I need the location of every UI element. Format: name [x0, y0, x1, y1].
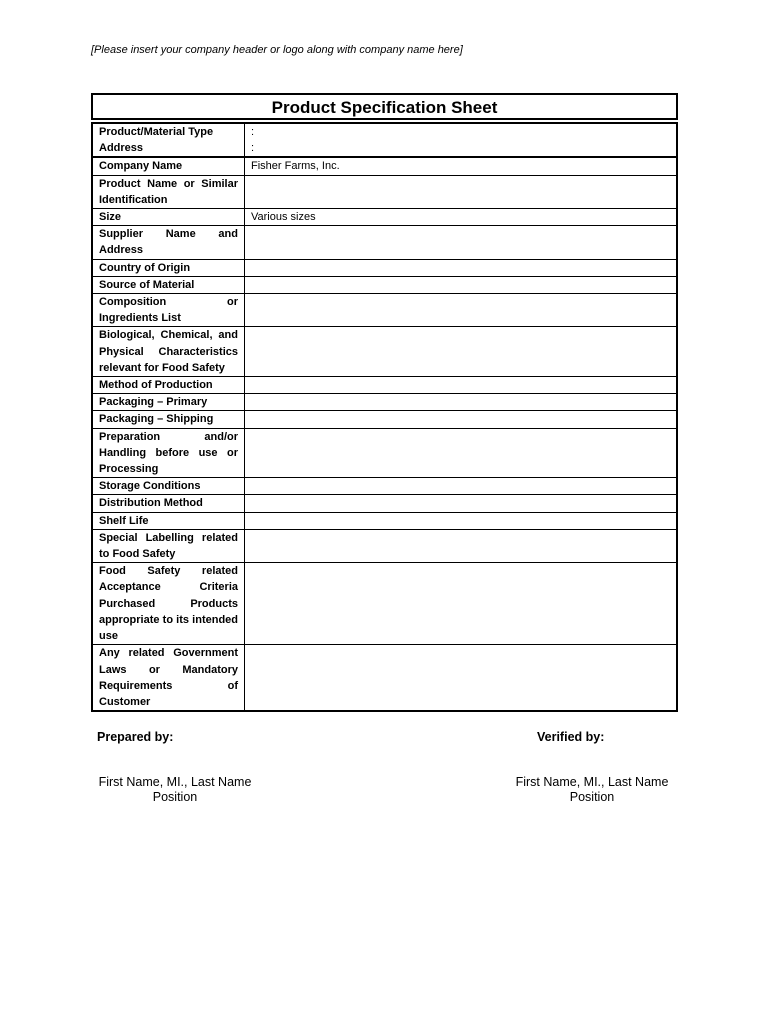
row-value[interactable]: [245, 276, 678, 293]
row-label: Composition or Ingredients List: [92, 294, 245, 327]
row-label: Product Name or Similar Identification: [92, 175, 245, 208]
row-value[interactable]: :: [245, 123, 678, 140]
prepared-signature-block: [97, 775, 253, 805]
row-value[interactable]: [245, 259, 678, 276]
row-label: Country of Origin: [92, 259, 245, 276]
row-value[interactable]: [245, 529, 678, 562]
table-row: [92, 209, 677, 226]
sheet-title: Product Specification Sheet: [91, 93, 678, 120]
row-label: Company Name: [92, 157, 245, 175]
row-label: Address: [92, 140, 245, 157]
prepared-by-text: Prepared by:: [97, 730, 174, 744]
row-label: Distribution Method: [92, 495, 245, 512]
row-label: Any related Government Laws or Mandatory Requirements of Customer: [92, 645, 245, 711]
row-label: Storage Conditions: [92, 478, 245, 495]
row-label: Biological, Chemical, and Physical Characteristics relevant for Food Safety: [92, 327, 245, 377]
row-label: Shelf Life: [92, 512, 245, 529]
table-row: [92, 226, 677, 259]
spec-table: [91, 122, 678, 712]
row-label: Source of Material: [92, 276, 245, 293]
row-value[interactable]: [245, 175, 678, 208]
spec-sheet: [91, 93, 678, 712]
table-row: [92, 411, 677, 428]
table-row: [92, 157, 677, 175]
row-value[interactable]: [245, 377, 678, 394]
row-value[interactable]: [245, 394, 678, 411]
verified-signature-block: [514, 775, 670, 805]
verified-by-text: Verified by:: [537, 730, 605, 744]
row-value[interactable]: [245, 294, 678, 327]
row-value[interactable]: [245, 512, 678, 529]
table-row: [92, 175, 677, 208]
row-value[interactable]: [245, 226, 678, 259]
prepared-by-label: [97, 730, 173, 744]
table-row: [92, 377, 677, 394]
row-label: Food Safety related Acceptance Criteria Purchased Products appropriate to its intended use: [92, 563, 245, 645]
table-row: [92, 428, 677, 478]
row-value[interactable]: [245, 563, 678, 645]
table-row: [92, 259, 677, 276]
table-row: [92, 140, 677, 157]
row-value[interactable]: [245, 495, 678, 512]
verified-position: Position: [569, 790, 615, 804]
row-label: Packaging – Primary: [92, 394, 245, 411]
row-value[interactable]: Various sizes: [245, 209, 678, 226]
verified-by-label: [537, 730, 604, 744]
table-row: [92, 123, 677, 140]
table-row: [92, 294, 677, 327]
row-label: Supplier Name and Address: [92, 226, 245, 259]
table-row: [92, 512, 677, 529]
row-label: Size: [92, 209, 245, 226]
company-header-placeholder: [Please insert your company header or logo along with company name here]: [91, 44, 463, 56]
table-row: [92, 495, 677, 512]
verified-name: First Name, MI., Last Name: [515, 775, 669, 789]
row-label: Packaging – Shipping: [92, 411, 245, 428]
row-label: Preparation and/or Handling before use or Processing: [92, 428, 245, 478]
row-label: Method of Production: [92, 377, 245, 394]
row-value[interactable]: [245, 428, 678, 478]
row-value[interactable]: Fisher Farms, Inc.: [245, 157, 678, 175]
table-row: [92, 563, 677, 645]
prepared-name: First Name, MI., Last Name: [98, 775, 252, 789]
row-label: Special Labelling related to Food Safety: [92, 529, 245, 562]
table-row: [92, 327, 677, 377]
row-value[interactable]: [245, 478, 678, 495]
table-row: [92, 529, 677, 562]
prepared-position: Position: [152, 790, 198, 804]
table-row: [92, 478, 677, 495]
row-label: Product/Material Type: [92, 123, 245, 140]
table-row: [92, 394, 677, 411]
table-row: [92, 645, 677, 711]
row-value[interactable]: [245, 411, 678, 428]
row-value[interactable]: :: [245, 140, 678, 157]
row-value[interactable]: [245, 327, 678, 377]
row-value[interactable]: [245, 645, 678, 711]
table-row: [92, 276, 677, 293]
